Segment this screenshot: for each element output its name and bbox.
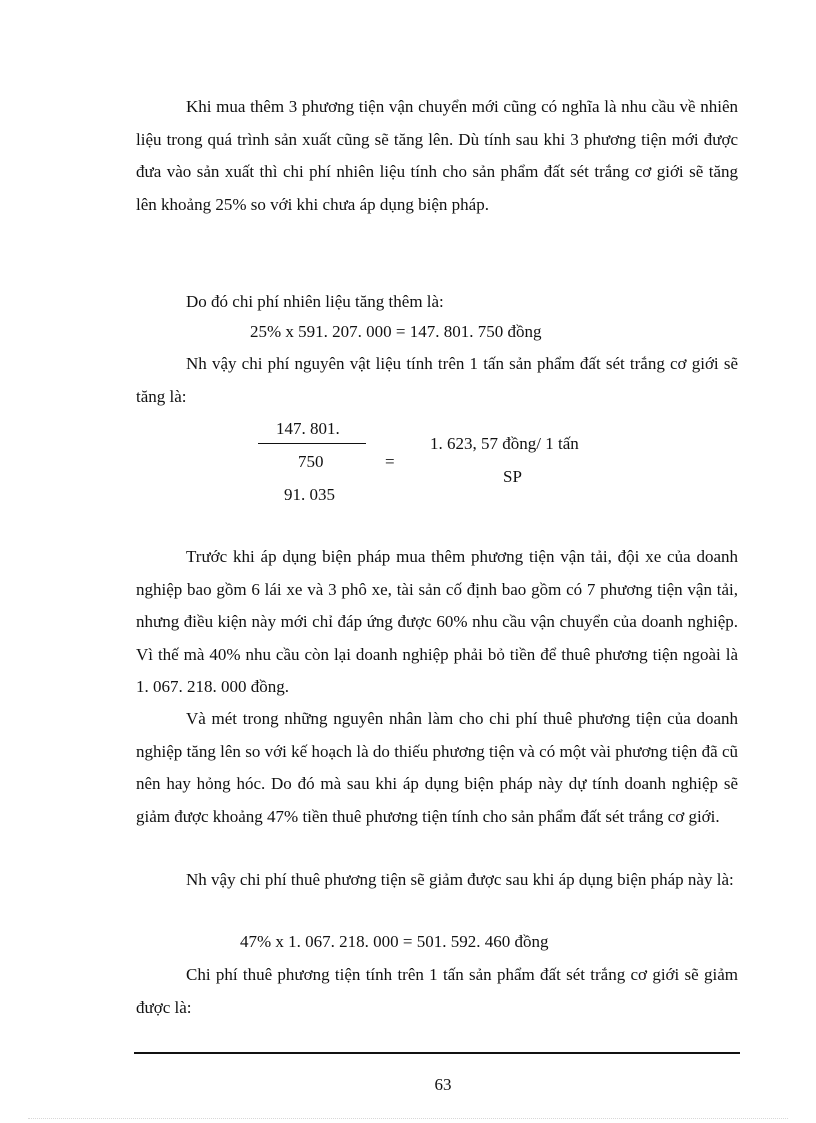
paragraph-new-vehicles-fuel: Khi mua thêm 3 phương tiện vận chuyển mới cũng có nghĩa là nhu cầu về nhiên liệu trong quá trình sản xuất cũng sẽ tăng lên. Dù tính sau khi 3 phương tiện mới được đưa vào sản xuất thì chi phí nhiên liệu tính cho sản phẩm đất sét trắng cơ giới sẽ tăng lên khoảng 25% so với khi chưa áp dụng biện pháp. <box>136 97 738 214</box>
page-number: 63 <box>434 1075 452 1094</box>
paragraph-before-measure: Trước khi áp dụng biện pháp mua thêm phương tiện vận tải, đội xe của doanh nghiệp bao gồm 6 lái xe và 3 phô xe, tài sản cố định bao gồm có 7 phương tiện vận tải, nhưng điều kiện này mới chỉ đáp ứng được 60% nhu cầu vận chuyển của doanh nghiệp. Vì thế mà 40% nhu cầu còn lại doanh nghiệp phải bỏ tiền để thuê phương tiện ngoài là 1. 067. 218. 000 đồng. <box>136 547 738 696</box>
formula-rental-savings: 47% x 1. 067. 218. 000 = 501. 592. 460 đồng <box>240 932 549 951</box>
fraction-equals-sign: = <box>385 452 395 471</box>
footer-rule <box>134 1052 740 1054</box>
paragraph-material-cost-increase: Nh vậy chi phí nguyên vật liệu tính trên 1 tấn sản phẩm đất sét trắng cơ giới sẽ tăng là: <box>136 354 738 406</box>
fraction-numerator-line2: 750 <box>298 452 324 471</box>
fraction-bar <box>258 443 366 444</box>
formula-fuel-increase: 25% x 591. 207. 000 = 147. 801. 750 đồng <box>250 322 542 341</box>
paragraph-cause-rental-cost: Và mét trong những nguyên nhân làm cho chi phí thuê phương tiện của doanh nghiệp tăng lên so với kế hoạch là do thiếu phương tiện và có một vài phương tiện đã cũ nên hay hỏng hóc. Do đó mà sau khi áp dụng biện pháp này dự tính doanh nghiệp sẽ giảm được khoảng 47% tiền thuê phương tiện tính cho sản phẩm đất sét trắng cơ giới. <box>136 709 738 826</box>
paragraph-fuel-increase-intro: Do đó chi phí nhiên liệu tăng thêm là: <box>186 292 444 311</box>
page-edge-divider <box>28 1118 788 1119</box>
paragraph-rental-savings-intro: Nh vậy chi phí thuê phương tiện sẽ giảm được sau khi áp dụng biện pháp này là: <box>186 870 734 889</box>
fraction-numerator-line1: 147. 801. <box>276 419 340 438</box>
fraction-result-line1: 1. 623, 57 đồng/ 1 tấn <box>430 434 579 453</box>
fraction-result-line2: SP <box>503 467 522 486</box>
paragraph-rental-per-ton: Chi phí thuê phương tiện tính trên 1 tấn sản phẩm đất sét trắng cơ giới sẽ giảm được là: <box>136 965 738 1017</box>
fraction-denominator: 91. 035 <box>284 485 335 504</box>
